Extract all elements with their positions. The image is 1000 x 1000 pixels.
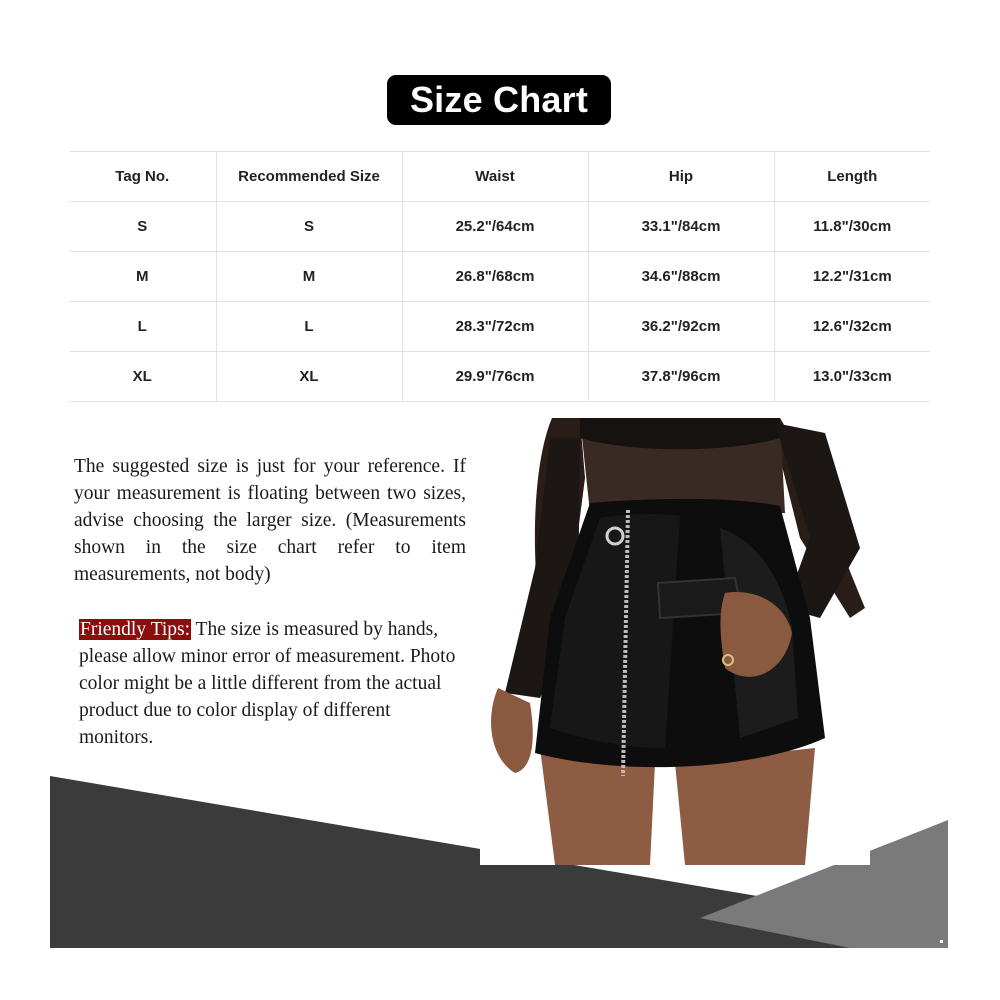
cell-tag-no: S (69, 202, 216, 252)
cell-waist: 28.3"/72cm (402, 302, 588, 352)
cell-tag-no: L (69, 302, 216, 352)
column-header-recommended-size: Recommended Size (216, 152, 402, 202)
cell-length: 12.6"/32cm (774, 302, 930, 352)
friendly-tips-label: Friendly Tips: (80, 618, 191, 640)
column-header-length: Length (774, 152, 930, 202)
friendly-tips (79, 616, 465, 751)
friendly-tips-text: The size is measured by hands, please allow minor error of measurement. Photo color might be a little different from the actual product due to color display of different monitors. (79, 618, 456, 748)
cell-hip: 33.1"/84cm (588, 202, 774, 252)
cell-waist: 26.8"/68cm (402, 252, 588, 302)
cell-hip: 34.6"/88cm (588, 252, 774, 302)
product-photo (480, 418, 870, 865)
table-row (69, 302, 930, 352)
cell-recommended-size: L (216, 302, 402, 352)
column-header-waist: Waist (402, 152, 588, 202)
cell-tag-no: M (69, 252, 216, 302)
cell-hip: 36.2"/92cm (588, 302, 774, 352)
cell-hip: 37.8"/96cm (588, 352, 774, 402)
table-row (69, 352, 930, 402)
cell-waist: 25.2"/64cm (402, 202, 588, 252)
cell-length: 12.2"/31cm (774, 252, 930, 302)
cell-tag-no: XL (69, 352, 216, 402)
cell-recommended-size: XL (216, 352, 402, 402)
size-chart-title: Size Chart (387, 75, 611, 125)
cell-waist: 29.9"/76cm (402, 352, 588, 402)
table-row (69, 202, 930, 252)
cell-length: 11.8"/30cm (774, 202, 930, 252)
column-header-tag-no: Tag No. (69, 152, 216, 202)
cell-recommended-size: M (216, 252, 402, 302)
cell-length: 13.0"/33cm (774, 352, 930, 402)
column-header-hip: Hip (588, 152, 774, 202)
table-header-row (69, 152, 930, 202)
cell-recommended-size: S (216, 202, 402, 252)
size-reference-note: The suggested size is just for your reference. If your measurement is floating between two sizes, advise choosing the larger size. (Measurements shown in the size chart refer to item measurements, not body) (74, 455, 466, 585)
size-table (69, 151, 930, 402)
table-row (69, 252, 930, 302)
